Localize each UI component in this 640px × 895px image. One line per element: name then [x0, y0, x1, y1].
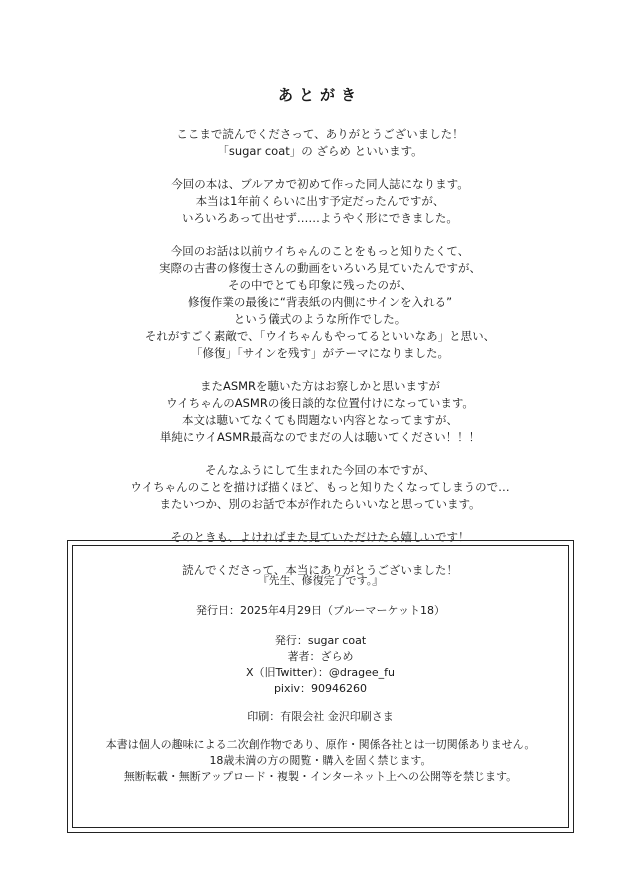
colophon [68, 573, 573, 785]
notice-line: 本書は個人の趣味による二次創作物であり、原作・関係各社とは一切関係ありません。 [105, 738, 536, 751]
afterword-paragraph-3 [0, 243, 640, 362]
book-title: 『先生、修復完了です。』 [257, 574, 384, 587]
text-line: 本文は聴いてなくても問題ない内容となってますが、 [182, 413, 458, 427]
text-line: 「修復」「サインを残す」がテーマになりました。 [191, 346, 449, 360]
text-line: それがすごく素敵で、「ウイちゃんもやってるといいなあ」と思い、 [144, 329, 496, 343]
notice-line: 18歳未満の方の閲覧・購入を固く禁じます。 [209, 754, 432, 767]
notice-line: 無断転載・無断アップロード・複製・インターネット上への公開等を禁じます。 [123, 770, 518, 783]
afterword-section [0, 86, 640, 595]
publisher: 発行：sugar coat [274, 634, 367, 647]
text-line: またいつか、別のお話で本が作れたらいいなと思っています。 [159, 497, 481, 511]
text-line: 単純にウイASMR最高なのでまだの人は聴いてください！！！ [159, 430, 481, 444]
afterword-title: あとがき [277, 86, 362, 104]
text-line: 修復作業の最後に“背表紙の内側にサインを入れる” [187, 295, 453, 309]
afterword-paragraph-1 [0, 126, 640, 160]
pixiv-id: pixiv：90946260 [273, 682, 368, 695]
afterword-paragraph-4 [0, 378, 640, 446]
text-line: そんなふうにして生まれた今回の本ですが、 [205, 463, 435, 477]
text-line: またASMRを聴いた方はお察しかと思いますが [199, 379, 441, 393]
text-line: 「sugar coat」の ざらめ といいます。 [217, 144, 423, 158]
release-date: 発行日：2025年4月29日（ブルーマーケット18） [196, 604, 445, 617]
afterword-paragraph-5 [0, 462, 640, 513]
afterword-paragraph-2 [0, 176, 640, 227]
text-line: いろいろあって出せず……ようやく形にできました。 [182, 211, 458, 225]
author: 著者：ざらめ [287, 650, 354, 663]
text-line: そのときも、よければまた見ていただけたら嬉しいです！ [170, 530, 470, 544]
text-line: 今回のお話は以前ウイちゃんのことをもっと知りたくて、 [170, 244, 470, 258]
text-line: 読んでくださって、本当にありがとうございました！ [182, 563, 458, 577]
text-line: ウイちゃんのことを描けば描くほど、もっと知りたくなってしまうので… [130, 480, 510, 494]
text-line: 今回の本は、ブルアカで初めて作った同人誌になります。 [171, 177, 469, 191]
text-line: その中でとても印象に残ったのが、 [228, 278, 412, 292]
text-line: ウイちゃんのASMRの後日談的な位置付けになっています。 [166, 396, 474, 410]
text-line: 実際の古書の修復士さんの動画をいろいろ見ていたんですが、 [159, 261, 481, 275]
twitter-handle: X（旧Twitter）：@dragee_fu [245, 666, 395, 679]
text-line: ここまで読んでくださって、ありがとうございました！ [176, 127, 464, 141]
text-line: という儀式のような所作でした。 [233, 312, 407, 326]
text-line: 本当は1年前くらいに出す予定だったんですが、 [195, 194, 445, 208]
printer: 印刷：有限会社 金沢印刷さま [247, 710, 394, 723]
colophon-box [67, 540, 574, 833]
